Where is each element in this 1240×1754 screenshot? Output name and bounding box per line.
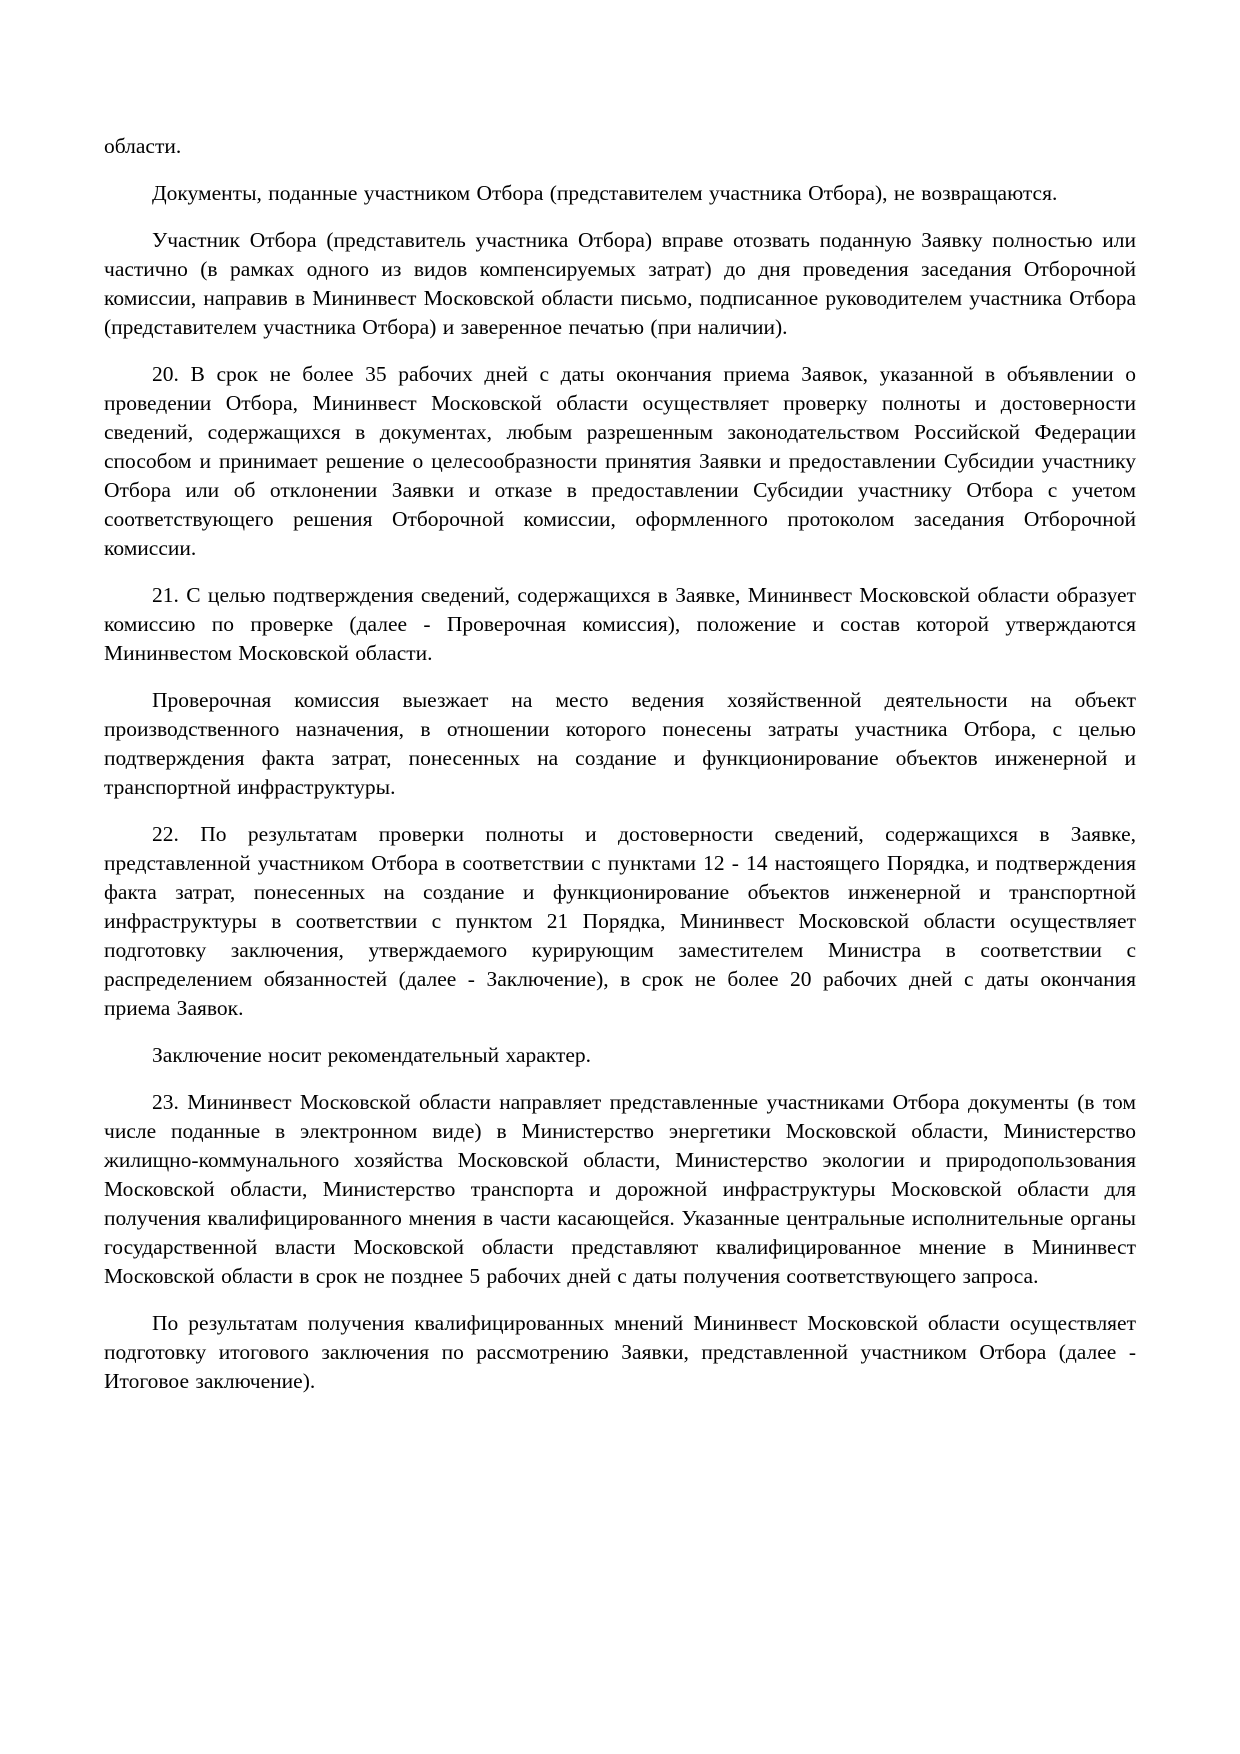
- paragraph: Проверочная комиссия выезжает на место ведения хозяйственной деятельности на объект производственного назначения, в отношении которого понесены затраты участника Отбора, с целью подтверждения факта затрат, понесенных на создание и функционирование объектов инженерной и транспортной инфраструктуры.: [104, 688, 1136, 799]
- paragraph: По результатам получения квалифицированных мнений Мининвест Московской области осуществляет подготовку итогового заключения по рассмотрению Заявки, представленной участником Отбора (далее - Итоговое заключение).: [104, 1311, 1136, 1393]
- paragraph: Заключение носит рекомендательный характер.: [152, 1043, 592, 1067]
- paragraph-item-20: 20. В срок не более 35 рабочих дней с даты окончания приема Заявок, указанной в объявлении о проведении Отбора, Мининвест Московской области осуществляет проверку полноты и достоверности сведений, содержащихся в документах, любым разрешенным законодательством Российской Федерации способом и принимает решение о целесообразности принятия Заявки и предоставлении Субсидии участнику Отбора или об отклонении Заявки и отказе в предоставлении Субсидии участнику Отбора с учетом соответствующего решения Отборочной комиссии, оформленного протоколом заседания Отборочной комиссии.: [104, 362, 1136, 560]
- paragraph-item-21: 21. С целью подтверждения сведений, содержащихся в Заявке, Мининвест Московской области образует комиссию по проверке (далее - Проверочная комиссия), положение и состав которой утверждаются Мининвестом Московской области.: [104, 583, 1136, 665]
- paragraph-continuation: области.: [104, 134, 182, 158]
- paragraph-item-23: 23. Мининвест Московской области направляет представленные участниками Отбора документы (в том числе поданные в электронном виде) в Министерство энергетики Московской области, Министерство жилищно-коммунального хозяйства Московской области, Министерство экологии и природопользования Московской области, Министерство транспорта и дорожной инфраструктуры Московской области для получения квалифицированного мнения в части касающейся. Указанные центральные исполнительные органы государственной власти Московской области представляют квалифицированное мнение в Мининвест Московской области в срок не позднее 5 рабочих дней с даты получения соответствующего запроса.: [104, 1090, 1136, 1288]
- paragraph: Документы, поданные участником Отбора (представителем участника Отбора), не возвращаются.: [152, 181, 1058, 205]
- document-body: [104, 132, 1136, 1396]
- paragraph: Участник Отбора (представитель участника Отбора) вправе отозвать поданную Заявку полностью или частично (в рамках одного из видов компенсируемых затрат) до дня проведения заседания Отборочной комиссии, направив в Мининвест Московской области письмо, подписанное руководителем участника Отбора (представителем участника Отбора) и заверенное печатью (при наличии).: [104, 228, 1136, 339]
- paragraph-item-22: 22. По результатам проверки полноты и достоверности сведений, содержащихся в Заявке, представленной участником Отбора в соответствии с пунктами 12 - 14 настоящего Порядка, и подтверждения факта затрат, понесенных на создание и функционирование объектов инженерной и транспортной инфраструктуры в соответствии с пунктом 21 Порядка, Мининвест Московской области осуществляет подготовку заключения, утверждаемого курирующим заместителем Министра в соответствии с распределением обязанностей (далее - Заключение), в срок не более 20 рабочих дней с даты окончания приема Заявок.: [104, 822, 1136, 1020]
